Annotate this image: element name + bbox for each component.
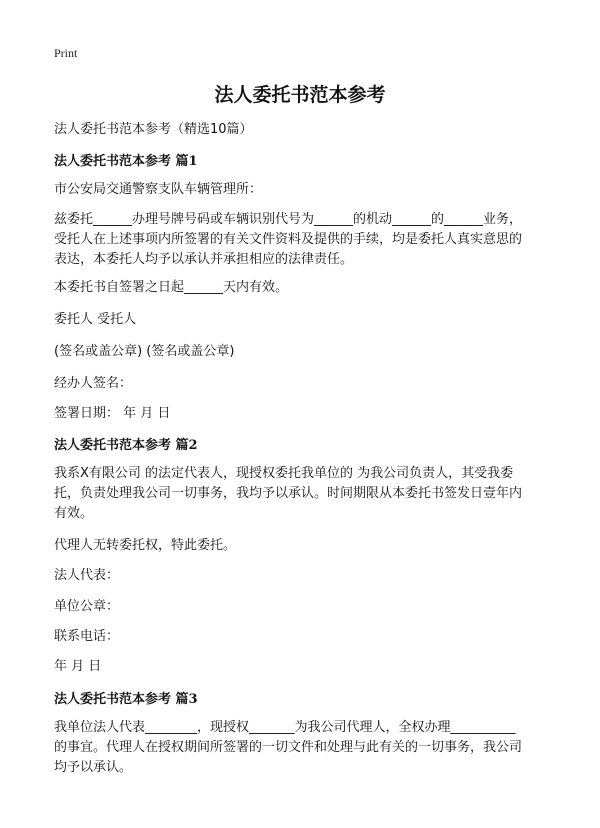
document-subtitle: 法人委托书范本参考（精选10篇） [54,122,253,137]
body-line: 有效。 [54,506,94,521]
parties-line: 委托人 受托人 [54,312,137,327]
section3-body [54,718,554,778]
signatures-line: (签名或盖公章) (签名或盖公章) [54,344,235,359]
section1-body [54,210,554,270]
signing-date-line: 签署日期： 年 月 日 [54,406,171,421]
body-line: 我系X有限公司 的法定代表人，现授权委托我单位的 为我公司负责人，其受我委 [54,466,514,481]
section-heading-2: 法人委托书范本参考 篇2 [54,438,198,453]
body-line: 均予以承认。 [54,760,133,775]
addressee-line: 市公安局交通警察支队车辆管理所： [54,182,263,197]
section-heading-1: 法人委托书范本参考 篇1 [54,154,198,169]
date-line: 年 月 日 [54,659,102,674]
body-line: 的事宜。代理人在授权期间所签署的一切文件和处理与此有关的一切事务，我公司 [54,740,523,755]
section-heading-3: 法人委托书范本参考 篇3 [54,692,198,707]
handler-signature-line: 经办人签名： [54,376,133,391]
print-link[interactable]: Print [54,46,78,60]
body-line: 我单位法人代表________，现授权_______为我公司代理人，全权办理__________ [54,720,516,735]
phone-line: 联系电话： [54,629,120,644]
body-line: 兹委托______办理号牌号码或车辆识别代号为______的机动______的______业务， [54,212,523,227]
legal-rep-line: 法人代表： [54,568,120,583]
page-title: 法人委托书范本参考 [214,84,386,106]
section2-body [54,464,554,524]
body-line: 托，负责处理我公司一切事务，我均予以承认。时间期限从本委托书签发日壹年内 [54,486,523,501]
seal-line: 单位公章： [54,599,120,614]
validity-line: 本委托书自签署之日起______天内有效。 [54,280,289,295]
no-transfer-line: 代理人无转委托权，特此委托。 [54,538,237,553]
body-line: 受托人在上述事项内所签署的有关文件资料及提供的手续，均是委托人真实意思的 [54,232,523,247]
body-line: 表达，本委托人均予以承认并承担相应的法律责任。 [54,252,354,267]
